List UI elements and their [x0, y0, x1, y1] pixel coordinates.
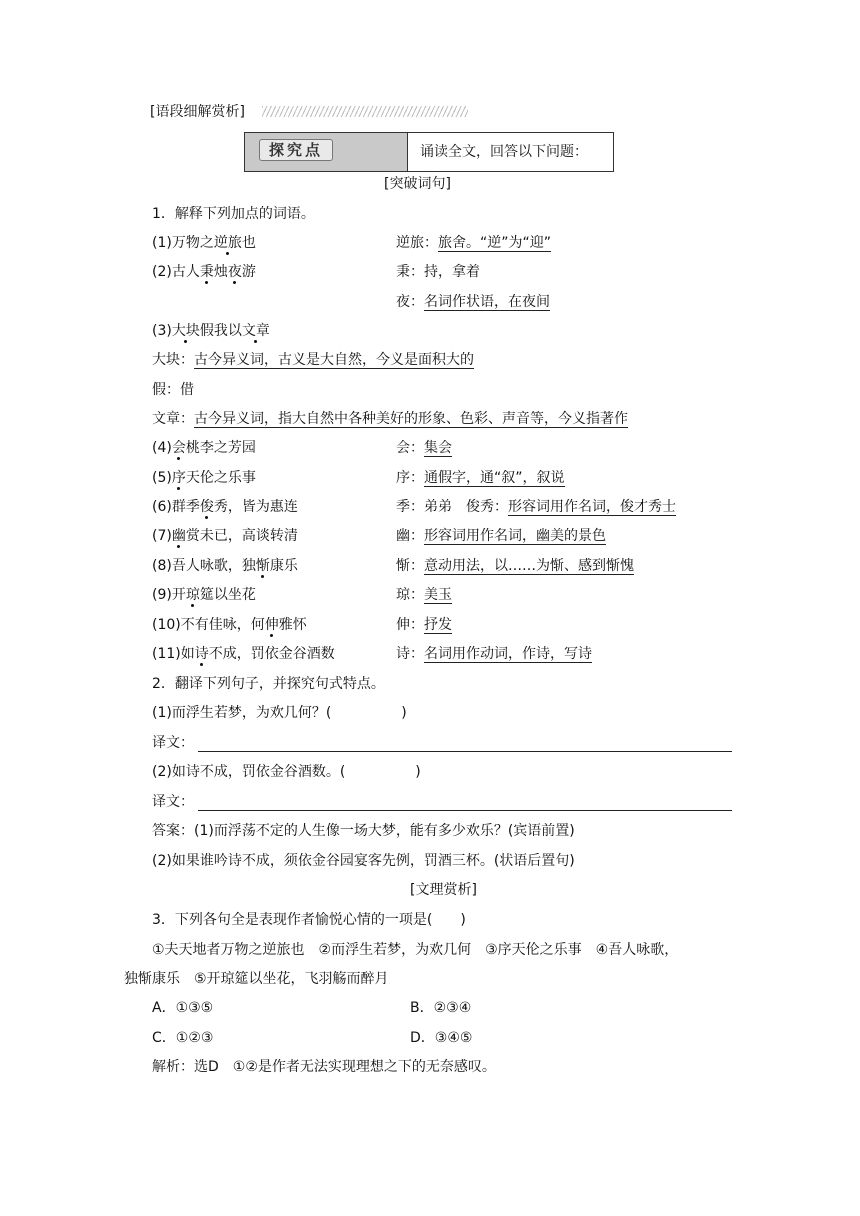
q1-item-answer: 惭：意动用法，以……为惭、感到惭愧 [396, 558, 634, 574]
q1-item-question: (11)如诗不成，罚依金谷酒数 [152, 646, 335, 662]
q1-title: 1．解释下列加点的词语。 [152, 206, 315, 222]
q3-option-c: C．①②③ [152, 1030, 214, 1046]
hatch-decoration [262, 106, 468, 117]
q1-item-answer: 序：通假字，通“叙”，叙说 [396, 470, 565, 486]
q1-item-question: (9)开琼筵以坐花 [152, 587, 256, 603]
q1-item-question: (3)大块假我以文章 [152, 323, 270, 339]
q3-text-line-2: 独惭康乐 ⑤开琼筵以坐花，飞羽觞而醉月 [124, 971, 389, 987]
q3-text-line-1: ①夫天地者万物之逆旅也 ②而浮生若梦，为欢几何 ③序天伦之乐事 ④吾人咏歌， [152, 942, 679, 958]
q3-option-a: A．①③⑤ [152, 1000, 214, 1016]
sub-heading-appreciation: [文理赏析] [410, 882, 477, 898]
q2-title: 2．翻译下列句子，并探究句式特点。 [152, 676, 385, 692]
q1-item-answer: 会：集会 [396, 440, 452, 456]
sub-heading-words: [突破词句] [384, 176, 451, 192]
q1-item-answer: 琼：美玉 [396, 587, 452, 603]
q3-option-d: D．③④⑤ [410, 1030, 473, 1046]
q1-item-question: (2)古人秉烛夜游 [152, 264, 256, 280]
q3-title: 3．下列各句全是表现作者愉悦心情的一项是( ) [152, 912, 466, 928]
q1-item-answer: 幽：形容词用作名词，幽美的景色 [396, 528, 606, 544]
q3-option-b: B．②③④ [410, 1000, 472, 1016]
q1-item-answer: 季：弟弟 俊秀：形容词用作名词，俊才秀士 [396, 499, 676, 515]
q2-answer-2: (2)如果谁吟诗不成，须依金谷园宴客先例，罚酒三杯。(状语后置句) [152, 853, 575, 869]
q1-item-question: (6)群季俊秀，皆为惠连 [152, 499, 298, 515]
q1-item-answer: 秉：持，拿着 [396, 264, 480, 280]
explore-box [244, 132, 614, 172]
q1-item-answer: 大块：古今异义词，古义是大自然，今义是面积大的 [152, 352, 474, 368]
explore-badge-cell [245, 133, 408, 171]
q3-analysis: 解析：选D ①②是作者无法实现理想之下的无奈感叹。 [152, 1059, 496, 1075]
q1-item-question: (10)不有佳咏，何伸雅怀 [152, 617, 307, 633]
q1-item-answer: 夜：名词作状语，在夜间 [396, 294, 550, 310]
translation-blank-line[interactable] [198, 810, 732, 811]
q1-item-question: (7)幽赏未已，高谈转清 [152, 528, 298, 544]
q1-item-question: (1)万物之逆旅也 [152, 235, 256, 251]
q1-item-question: (4)会桃李之芳园 [152, 440, 256, 456]
q2-answer-1: 答案：(1)而浮荡不定的人生像一场大梦，能有多少欢乐？(宾语前置) [152, 823, 575, 839]
q2-sentence-2: (2)如诗不成，罚依金谷酒数。( ) [152, 764, 421, 780]
q1-item-question: (5)序天伦之乐事 [152, 470, 256, 486]
translation-label: 译文： [152, 794, 194, 810]
translation-label: 译文： [152, 735, 194, 751]
q1-item-answer: 文章：古今异义词，指大自然中各种美好的形象、色彩、声音等，今义指著作 [152, 411, 628, 427]
q1-item-question: (8)吾人咏歌，独惭康乐 [152, 558, 298, 574]
translation-blank-line[interactable] [198, 751, 732, 752]
explore-badge: 探究点 [259, 139, 333, 161]
q1-item-answer: 伸：抒发 [396, 617, 452, 633]
q1-item-answer: 假：借 [152, 382, 194, 398]
q2-sentence-1: (1)而浮生若梦，为欢几何？( ) [152, 705, 407, 721]
q1-item-answer: 诗：名词用作动词，作诗，写诗 [396, 646, 592, 662]
q1-item-answer: 逆旅：旅舍。“逆”为“迎” [396, 235, 552, 251]
explore-instruction: 诵读全文，回答以下问题： [420, 144, 588, 160]
section-tag: [语段细解赏析] [150, 104, 245, 120]
